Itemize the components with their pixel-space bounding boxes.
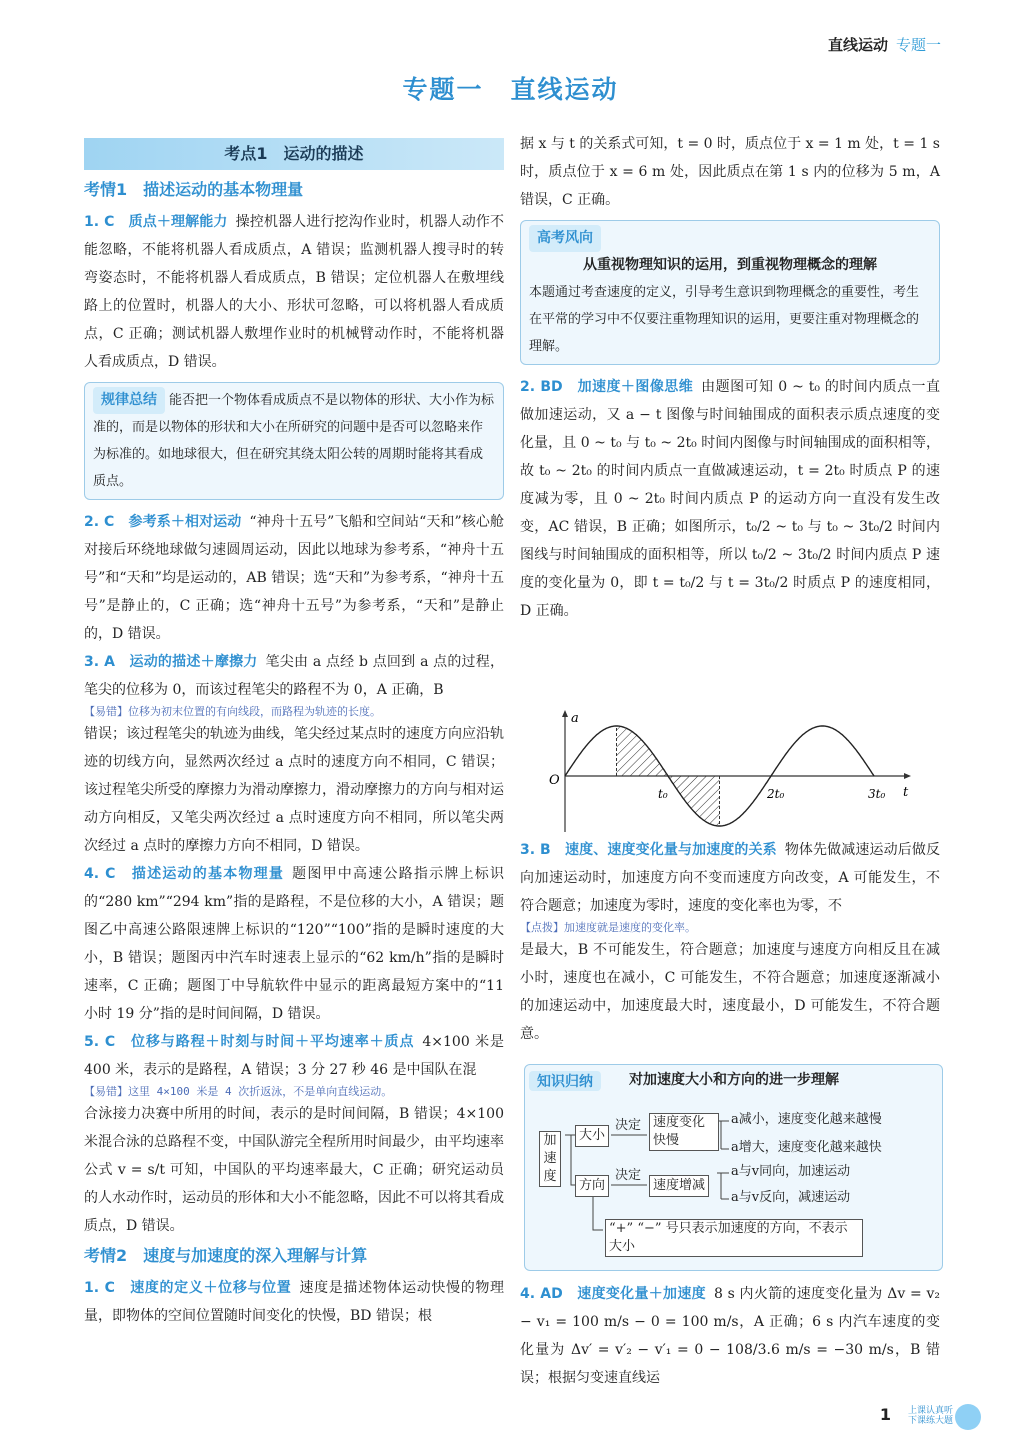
tick-label-2t0: 2t₀ (767, 787, 785, 801)
answer-number: 3. A (84, 654, 115, 670)
shaded-area-2 (668, 776, 720, 826)
left-column (84, 138, 504, 1330)
answer-tag: 速度、速度变化量与加速度的关系 (564, 842, 777, 858)
node-sign-meaning: “+” “−” 号只表示加速度的方向，不表示大小 (605, 1219, 863, 1257)
answer-tag: 质点＋理解能力 (128, 214, 228, 230)
answer-2 (84, 508, 504, 648)
page-number: 1 (879, 1405, 891, 1424)
x-arrow (904, 773, 911, 779)
knowledge-head: 对加速度大小和方向的进一步理解 (629, 1072, 839, 1088)
header-topic: 专题一 (895, 36, 941, 54)
page-title: 专题一 直线运动 (402, 75, 619, 104)
answer-number: 1. C (84, 214, 115, 230)
answer-number: 5. C (84, 1034, 116, 1050)
y-axis-label: a (571, 711, 579, 726)
tick-label-t0: t₀ (658, 787, 668, 801)
answer-text: 8 s 内火箭的速度变化量为 Δv = v₂ − v₁ = 100 m/s − 0 = 100 m/s，A 正确；6 s 内汽车速度的变化量为 Δv′ = v′₂ − v′₁ = 0 − 108/3.6 m/s = −30 m/s，B 错误；根据匀变速直线运 (520, 1286, 941, 1386)
right-column-bottom (520, 1280, 940, 1392)
gaokao-tag: 高考风向 (529, 225, 601, 252)
answer-tag: 速度的定义＋位移与位置 (130, 1280, 292, 1296)
slogan-line-1: 上课认真听 (907, 1406, 953, 1416)
answer-2-4 (520, 1280, 940, 1392)
running-header (828, 34, 941, 55)
answer-text: 由题图可知 0 ~ t₀ 的时间内质点一直做加速运动，又 a − t 图像与时间轴围成的面积表示质点速度的变化量，且 0 ~ t₀ 与 t₀ ~ 2t₀ 时间内图像与时间轴围成的面积相等，故 t₀ ~ 2t₀ 的时间内质点一直做减速运动，t = 2t₀ 时质点 P 的速度减为零，且 0 ~ 2t₀ 时间内质点 P 的运动方向一直没有发生改变，AC 错误，B 正确；如图所示，t₀/2 ~ t₀ 与 t₀ ~ 3t₀/2 时间内图线与时间轴围成的面积相等，所以 t₀/2 ~ 3t₀/2 时间内质点 P 速度的变化量为 0，即 t = t₀/2 与 t = 3t₀/2 时质点 P 的速度相同，D 正确。 (520, 379, 941, 619)
rule-summary-box (84, 382, 504, 500)
answer-tag: 参考系＋相对运动 (128, 514, 242, 530)
answer-2-3-cont: 是最大，B 不可能发生，符合题意；加速度与速度方向相反且在减小时，速度也在减小，C 可能发生，不符合题意；加速度逐渐减小的加速运动中，加速度最大时，速度最小，D 可能发生，不符合题意。 (520, 942, 940, 1042)
node-speed-change-rate: 速度变化快慢 (649, 1113, 719, 1151)
x-axis-label: t (903, 785, 909, 800)
answer-2-1 (84, 1274, 504, 1330)
right-column (520, 130, 940, 625)
leaf-opposite-direction: a与v反向，减速运动 (731, 1190, 851, 1205)
gaokao-head: 从重视物理知识的运用，到重视物理概念的理解 (583, 257, 877, 273)
answer-tag: 速度变化量＋加速度 (577, 1286, 706, 1302)
answer-text: 速度是描述物体运动快慢的物理量，即物体的空间位置随时间变化的快慢，BD 错误；根 (84, 1280, 505, 1324)
knowledge-summary-map (524, 1064, 943, 1271)
gaokao-text: 本题通过考查速度的定义，引导考生意识到物理概念的重要性，考生在平常的学习中不仅要注重物理知识的运用，更要注重对物理概念的理解。 (529, 285, 920, 354)
mascot-logo (955, 1404, 981, 1430)
node-acceleration: 加速度 (539, 1131, 561, 1187)
rule-text: 能否把一个物体看成质点不是以物体的形状、大小作为标准的，而是以物体的形状和大小在所研究的问题中是否可以忽略来作为标准的。如地球很大，但在研究其绕太阳公转的周期时能将其看成质点。 (93, 393, 495, 489)
answer-number: 4. C (84, 866, 116, 882)
answer-tag: 位移与路程＋时刻与时间＋平均速率＋质点 (130, 1034, 415, 1050)
tick-label-origin: O (549, 773, 560, 788)
handwritten-note: 【易错】位移为初末位置的有向线段，而路程为轨迹的长度。 (84, 705, 381, 718)
footer-slogan (908, 1406, 953, 1426)
kaoqing2-heading: 考情2 速度与加速度的深入理解与计算 (84, 1246, 368, 1265)
answer-number: 1. C (84, 1280, 115, 1296)
answer-3-cont: 错误；该过程笔尖的轨迹为曲线，笔尖经过某点时的速度方向应沿轨迹的切线方向，显然两次经过 a 点时的速度方向不相同，C 错误；该过程笔尖所受的摩擦力为滑动摩擦力，滑动摩擦力的方向与相对运动方向相反，又笔尖两次经过 a 点时速度方向不相同，所以笔尖两次经过 a 点时的摩擦力方向不相同，D 错误。 (84, 726, 504, 854)
right-column-lower (520, 836, 940, 1048)
leaf-same-direction: a与v同向，加速运动 (731, 1164, 851, 1179)
node-size: 大小 (575, 1125, 609, 1147)
answer-2-1-cont: 据 x 与 t 的关系式可知，t = 0 时，质点位于 x = 1 m 处，t = 1 s 时，质点位于 x = 6 m 处，因此质点在第 1 s 内的位移为 5 m，A 错误，C 正确。 (520, 136, 940, 208)
a-t-graph (545, 708, 915, 838)
answer-tag: 加速度＋图像思维 (577, 379, 694, 395)
answer-number: 4. AD (520, 1286, 563, 1302)
label-decide-1: 决定 (615, 1118, 642, 1133)
kaoqing1-heading: 考情1 描述运动的基本物理量 (84, 180, 304, 199)
shaded-area-1 (617, 726, 669, 776)
leaf-a-decrease: a减小，速度变化越来越慢 (731, 1112, 882, 1127)
answer-1 (84, 208, 504, 376)
rule-tag: 规律总结 (93, 387, 165, 414)
answer-5 (84, 1028, 504, 1084)
tick-label-3t0: 3t₀ (868, 787, 886, 801)
handwritten-note: 【易错】这里 4×100 米是 4 次折返泳，不是单向直线运动。 (84, 1085, 393, 1098)
answer-text: 4×100 米是 400 米，表示的是路程，A 错误；3 分 27 秒 46 是中国队在混 (84, 1034, 505, 1078)
handwritten-note: 【点拨】加速度就是速度的变化率。 (520, 921, 696, 934)
slogan-line-2: 下课练大题 (907, 1416, 953, 1426)
answer-2-2 (520, 373, 940, 625)
kaodian-heading: 考点1 运动的描述 (84, 138, 504, 170)
answer-tag: 运动的描述＋摩擦力 (129, 654, 258, 670)
answer-3 (84, 648, 504, 704)
answer-text: 操控机器人进行挖沟作业时，机器人动作不能忽略，不能将机器人看成质点，A 错误；监测机器人搜寻时的转弯姿态时，不能将机器人看成质点，B 错误；定位机器人在敷埋线路上的位置时，机器人的大小、形状可忽略，可以将机器人看成质点，C 正确；测试机器人敷埋作业时的机械臂动作时，不能将机器人看成质点，D 错误。 (84, 214, 505, 370)
label-decide-2: 决定 (615, 1168, 642, 1183)
y-arrow (562, 710, 568, 717)
node-direction: 方向 (575, 1175, 609, 1197)
leaf-a-increase: a增大，速度变化越来越快 (731, 1140, 882, 1155)
answer-text: 笔尖由 a 点经 b 点回到 a 点的过程，笔尖的位移为 0，而该过程笔尖的路程不为 0，A 正确，B (84, 654, 505, 698)
answer-text: “神舟十五号”飞船和空间站“天和”核心舱对接后环绕地球做匀速圆周运动，因此以地球为参考系，“神舟十五号”和“天和”均是运动的，AB 错误；选“天和”为参考系，“神舟十五号”是静止的，C 正确；选“神舟十五号”为参考系，“天和”是静止的，D 错误。 (84, 514, 505, 642)
answer-number: 2. BD (520, 379, 563, 395)
answer-4 (84, 860, 504, 1028)
answer-tag: 描述运动的基本物理量 (131, 866, 285, 882)
gaokao-trend-box (520, 220, 940, 365)
answer-2-3 (520, 836, 940, 920)
header-section: 直线运动 (827, 36, 888, 54)
knowledge-tag: 知识归纳 (529, 1071, 601, 1091)
answer-number: 2. C (84, 514, 115, 530)
answer-text: 物体先做减速运动后做反向加速运动时，加速度方向不变而速度方向改变，A 可能发生，不符合题意；加速度为零时，速度的变化率也为零，不 (520, 842, 941, 914)
answer-5-cont: 合泳接力决赛中所用的时间，表示的是时间间隔，B 错误；4×100 米混合泳的总路程不变，中国队游完全程所用时间最少，由平均速率公式 v = s/t 可知，中国队的平均速率最大，C 正确；研究运动员的人水动作时，运动员的形体和大小不能忽略，因此不可以将其看成质点，D 错误。 (84, 1106, 504, 1234)
answer-number: 3. B (520, 842, 551, 858)
node-speed-increase-decrease: 速度增减 (649, 1175, 709, 1197)
answer-text: 题图甲中高速公路指示牌上标识的“280 km”“294 km”指的是路程，不是位移的大小，A 错误；题图乙中高速公路限速牌上标识的“120”“100”指的是瞬时速度的大小，B 错误；题图丙中汽车时速表上显示的“62 km/h”指的是瞬时速率，C 正确；题图丁中导航软件中显示的距离最短方案中的“11 小时 19 分”指的是时间间隔，D 错误。 (84, 866, 505, 1022)
